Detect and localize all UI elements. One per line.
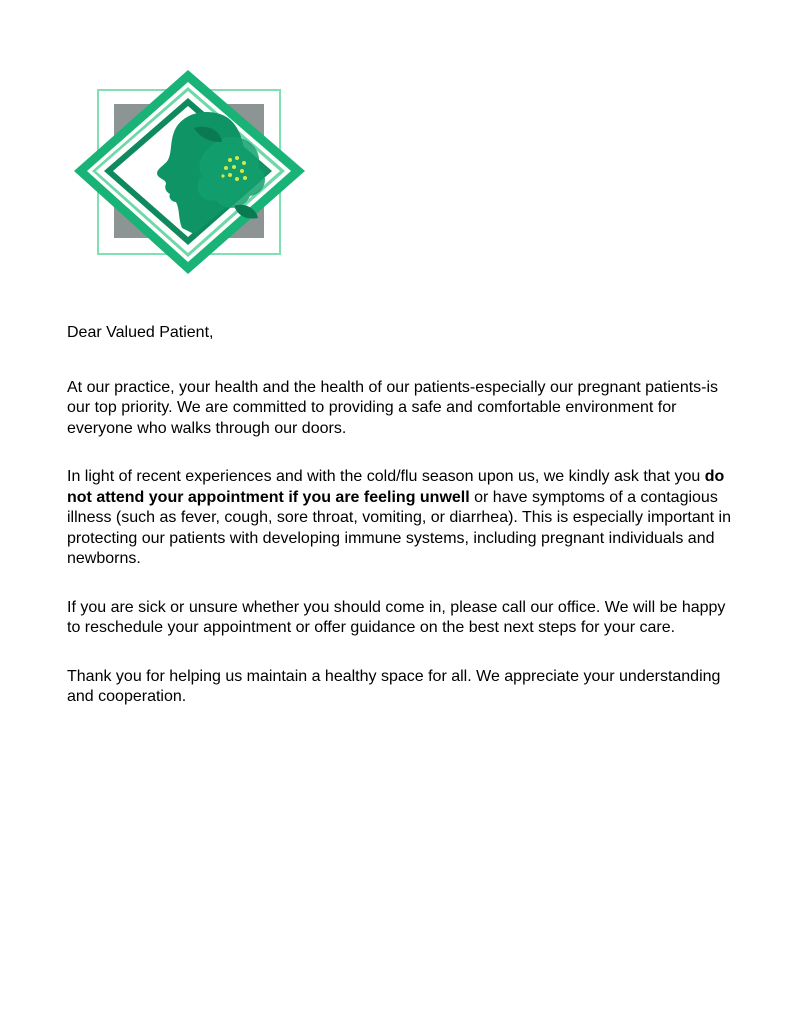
practice-logo bbox=[74, 68, 306, 276]
woman-flower-logo-icon bbox=[74, 68, 306, 276]
paragraph-2-rest: or have symptoms of a contagious illness (such as fever, cough, sore throat, vomiting, or diarrhea). This is especially important in protecting our patients with developing immune systems, including pregnant individuals and newborns. bbox=[67, 488, 731, 567]
letter-paragraph-2 bbox=[67, 467, 735, 570]
letter-greeting: Dear Valued Patient, bbox=[67, 324, 214, 341]
paragraph-2-intro: In light of recent experiences and with the cold/flu season upon us, we kindly ask that you bbox=[67, 468, 705, 485]
letter-paragraph-4: Thank you for helping us maintain a healthy space for all. We appreciate your understanding and cooperation. bbox=[67, 667, 721, 705]
paragraph-2-emphasis: do not attend your appointment if you are feeling unwell bbox=[67, 468, 725, 506]
letter-body bbox=[67, 323, 735, 736]
letter-paragraph-3: If you are sick or unsure whether you should come in, please call our office. We will be happy to reschedule your appointment or offer guidance on the best next steps for your care. bbox=[67, 598, 726, 636]
letter-paragraph-1: At our practice, your health and the health of our patients-especially our pregnant patients-is our top priority. We are committed to providing a safe and comfortable environment for everyone who walks through our doors. bbox=[67, 378, 719, 437]
